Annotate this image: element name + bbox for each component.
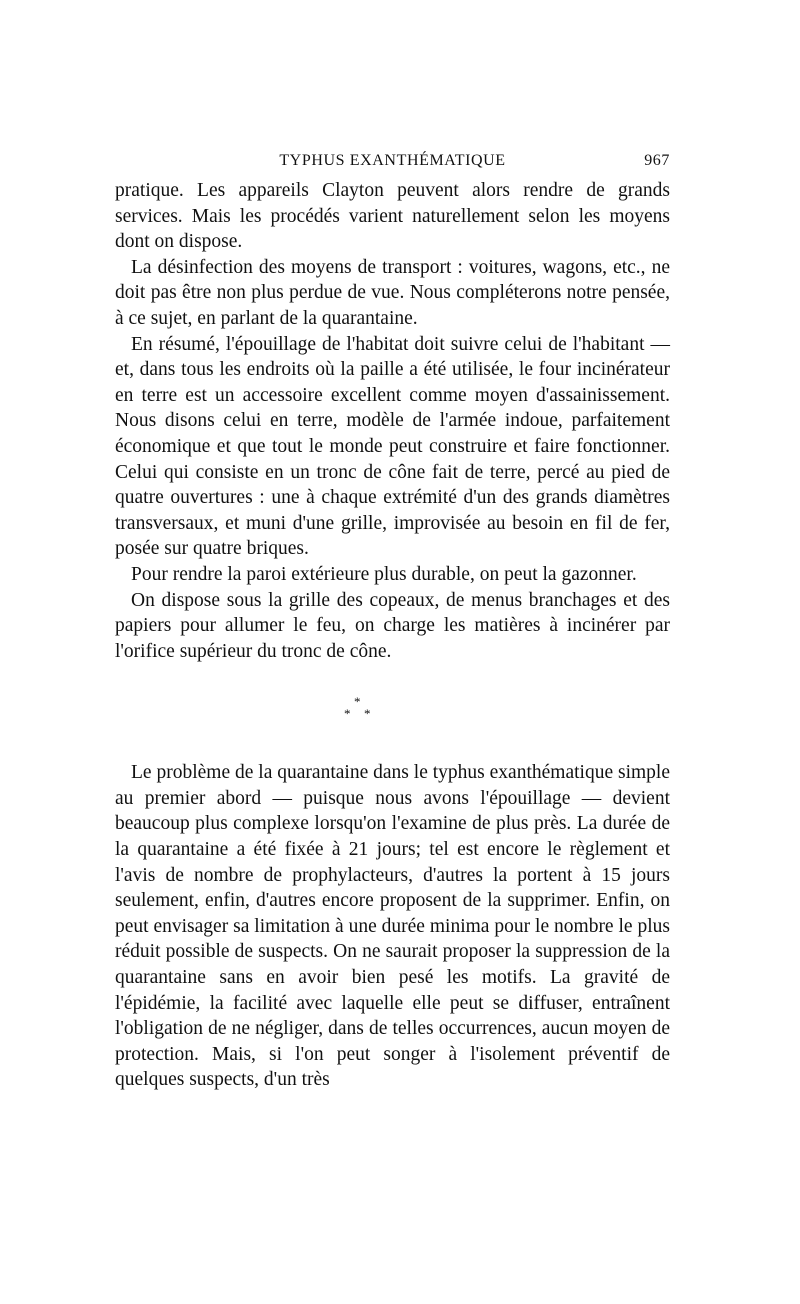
- asterism-star-top: *: [354, 694, 361, 710]
- page-number: 967: [644, 152, 670, 169]
- paragraph-grill-fire: On dispose sous la grille des copeaux, de menus branchages et des papiers pour allumer le feu, on charge les matières à incinérer par l'orifice supérieur du tronc de cône.: [115, 589, 670, 662]
- paragraph-transport-disinfection: La désinfection des moyens de transport : voitures, wagons, etc., ne doit pas être non plus perdue de vue. Nous compléterons notre pensée, à ce sujet, en parlant de la quarantaine.: [115, 256, 670, 329]
- section-break: [115, 672, 670, 752]
- asterism-star-right: *: [364, 706, 371, 722]
- asterism-ornament: [340, 694, 380, 724]
- asterism-star-left: *: [344, 706, 351, 722]
- paragraph-wall-durability: Pour rendre la paroi extérieure plus durable, on peut la gazonner.: [131, 563, 637, 585]
- running-title: TYPHUS EXANTHÉMATIQUE: [279, 152, 506, 169]
- body-text: [115, 178, 670, 1093]
- running-header: [115, 152, 670, 178]
- book-page: [115, 152, 670, 1093]
- paragraph-summary-incinerator: En résumé, l'épouillage de l'habitat doit suivre celui de l'habitant — et, dans tous les endroits où la paille a été utilisée, le four incinérateur en terre est un accessoire excellent comme moyen d'assainissement. Nous disons celui en terre, modèle de l'armée indoue, parfaitement économique et que tout le monde peut construire et faire fonctionner. Celui qui consiste en un tronc de cône fait de terre, percé au pied de quatre ouvertures : une à chaque extrémité d'un des grands diamètres transversaux, et muni d'une grille, improvisée au besoin en fil de fer, posée sur quatre briques.: [115, 333, 670, 560]
- paragraph-quarantine: Le problème de la quarantaine dans le typhus exanthématique simple au premier abord — puisque nous avons l'épouillage — devient beaucoup plus complexe lorsqu'on l'examine de plus près. La durée de la quarantaine a été fixée à 21 jours; tel est encore le règlement et l'avis de nombre de prophylacteurs, d'autres la portent à 15 jours seulement, enfin, d'autres encore proposent de la supprimer. Enfin, on peut envisager sa limitation à une durée minima pour le nombre le plus réduit possible de suspects. On ne saurait proposer la suppression de la quarantaine sans en avoir bien pesé les motifs. La gravité de l'épidémie, la facilité avec laquelle elle peut se diffuser, entraînent l'obligation de ne négliger, dans de telles occurrences, aucun moyen de protection. Mais, si l'on peut songer à l'isolement préventif de quelques suspects, d'un très: [115, 762, 670, 1091]
- paragraph-continuation: pratique. Les appareils Clayton peuvent alors rendre de grands services. Mais les procédés varient naturellement selon les moyens dont on dispose.: [115, 180, 670, 253]
